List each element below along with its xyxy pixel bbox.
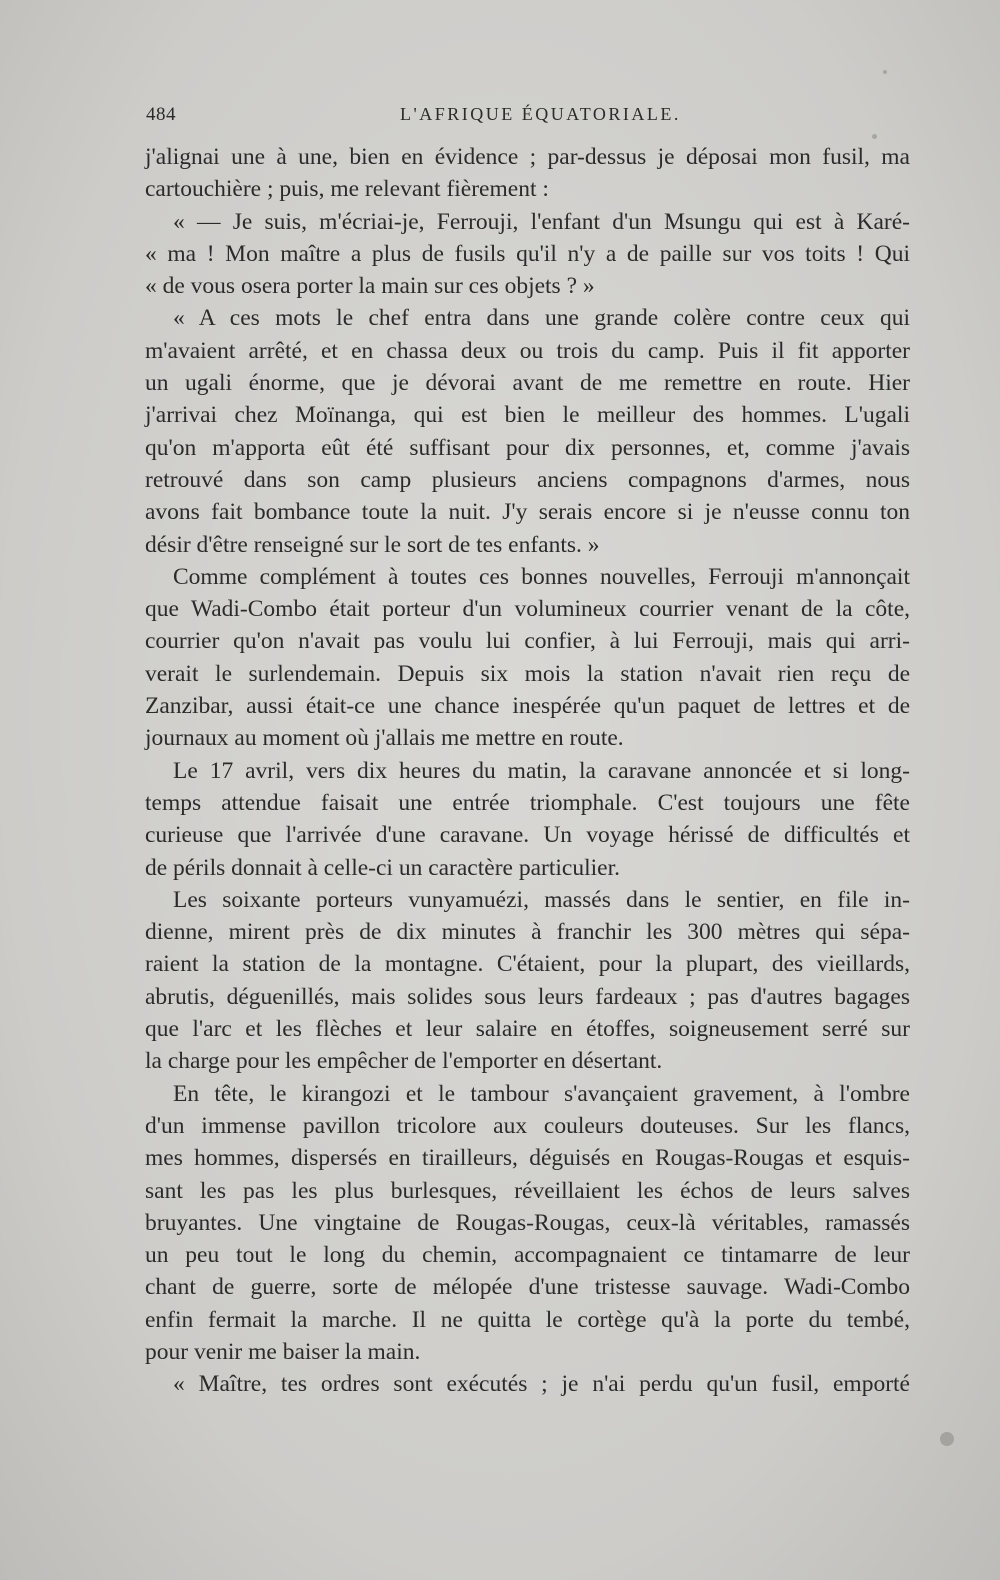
text-line: la charge pour les empêcher de l'emporter en désertant. [145, 1048, 663, 1075]
text-line: « A ces mots le chef entra dans une grande colère contre ceux qui [173, 305, 910, 332]
text-line: mes hommes, dispersés en tirailleurs, déguisés en Rougas-Rougas et esquis- [145, 1145, 910, 1172]
text-line: « de vous osera porter la main sur ces objets ? » [145, 273, 595, 300]
text-line: qu'on m'apporta eût été suffisant pour dix personnes, et, comme j'avais [145, 434, 910, 461]
text-line: avons fait bombance toute la nuit. J'y serais encore si je n'eusse connu ton [145, 499, 910, 526]
text-line: abrutis, déguenillés, mais solides sous leurs fardeaux ; pas d'autres bagages [145, 983, 910, 1010]
text-line: verait le surlendemain. Depuis six mois la station n'avait rien reçu de [145, 660, 910, 687]
text-line: enfin fermait la marche. Il ne quitta le cortège qu'à la porte du tembé, [145, 1306, 910, 1333]
text-line: cartouchière ; puis, me relevant fièrement : [145, 176, 549, 203]
paper-speck [940, 1432, 954, 1446]
text-line: journaux au moment où j'allais me mettre en route. [145, 725, 624, 752]
text-line: j'alignai une à une, bien en évidence ; par-dessus je déposai mon fusil, ma [145, 144, 910, 170]
text-line: courrier qu'on n'avait pas voulu lui confier, à lui Ferrouji, mais qui arri- [145, 628, 910, 655]
text-line: m'avaient arrêté, et en chassa deux ou trois du camp. Puis il fit apporter [145, 337, 910, 364]
text-line: j'arrivai chez Moïnanga, qui est bien le meilleur des hommes. L'ugali [145, 402, 910, 429]
text-line: En tête, le kirangozi et le tambour s'avançaient gravement, à l'ombre [173, 1080, 910, 1107]
text-line: pour venir me baiser la main. [145, 1338, 421, 1365]
text-line: d'un immense pavillon tricolore aux couleurs douteuses. Sur les flancs, [145, 1112, 910, 1139]
text-line: Comme complément à toutes ces bonnes nouvelles, Ferrouji m'annonçait [173, 563, 910, 590]
text-line: sant les pas les plus burlesques, réveillaient les échos de leurs salves [145, 1177, 910, 1204]
text-line: retrouvé dans son camp plusieurs anciens compagnons d'armes, nous [145, 466, 910, 493]
text-line: de périls donnait à celle-ci un caractère particulier. [145, 854, 620, 881]
page-header [146, 104, 906, 132]
text-line: raient la station de la montagne. C'étaient, pour la plupart, des vieillards, [145, 951, 910, 978]
running-title: L'AFRIQUE ÉQUATORIALE. [400, 104, 681, 124]
text-line: « ma ! Mon maître a plus de fusils qu'il n'y a de paille sur vos toits ! Qui [145, 240, 910, 267]
text-line: chant de guerre, sorte de mélopée d'une tristesse sauvage. Wadi-Combo [145, 1274, 910, 1301]
text-line: bruyantes. Une vingtaine de Rougas-Rougas, ceux-là véritables, ramassés [145, 1209, 910, 1236]
text-line: Zanzibar, aussi était-ce une chance inespérée qu'un paquet de lettres et de [145, 693, 910, 720]
paper-speck [872, 134, 877, 139]
text-line: un peu tout le long du chemin, accompagnaient ce tintamarre de leur [145, 1242, 910, 1269]
text-line: temps attendue faisait une entrée triomphale. C'est toujours une fête [145, 789, 910, 816]
text-line: que l'arc et les flèches et leur salaire en étoffes, soigneusement serré sur [145, 1016, 910, 1043]
text-line: curieuse que l'arrivée d'une caravane. Un voyage hérissé de difficultés et [145, 822, 910, 849]
text-line: « — Je suis, m'écriai-je, Ferrouji, l'enfant d'un Msungu qui est à Karé- [173, 208, 910, 235]
body-text [145, 141, 910, 1401]
text-line: que Wadi-Combo était porteur d'un volumineux courrier venant de la côte, [145, 596, 910, 623]
text-line: Le 17 avril, vers dix heures du matin, la caravane annoncée et si long- [173, 757, 910, 784]
text-line: désir d'être renseigné sur le sort de tes enfants. » [145, 531, 600, 558]
text-line: un ugali énorme, que je dévorai avant de me remettre en route. Hier [145, 370, 910, 397]
text-line: Les soixante porteurs vunyamuézi, massés dans le sentier, en file in- [173, 886, 910, 913]
text-line: dienne, mirent près de dix minutes à franchir les 300 mètres qui sépa- [145, 919, 910, 946]
paper-speck [883, 70, 887, 74]
text-line: « Maître, tes ordres sont exécutés ; je n'ai perdu qu'un fusil, emporté [173, 1371, 910, 1398]
page-number: 484 [146, 104, 176, 125]
